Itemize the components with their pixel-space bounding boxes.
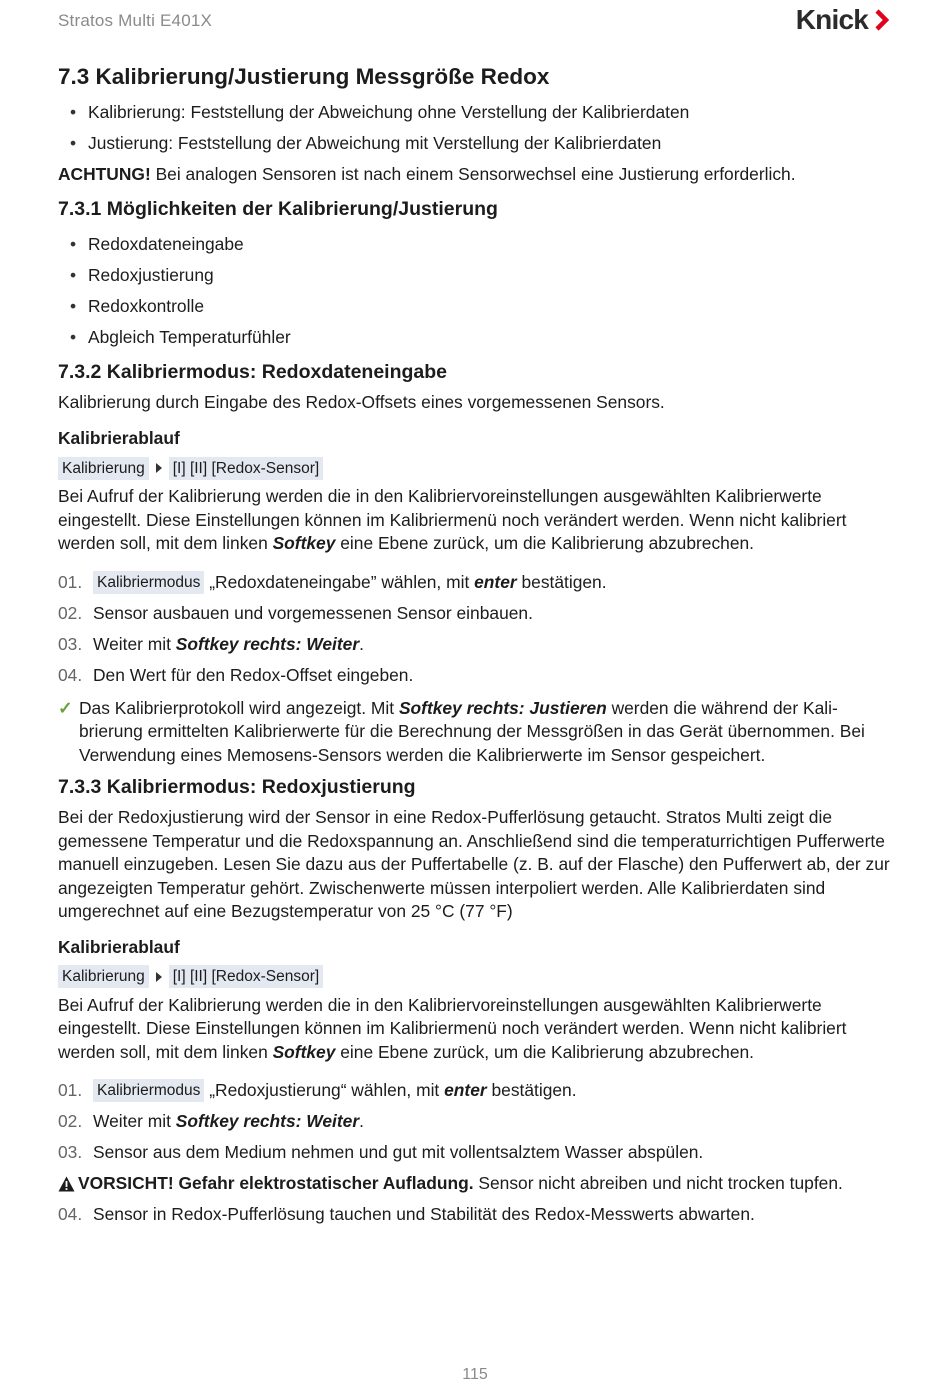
step-text: Weiter mit <box>93 1111 176 1131</box>
step-number: 03. <box>58 1142 83 1162</box>
list-item <box>58 259 890 290</box>
softkey-term: Softkey rechts: Justieren <box>398 697 607 718</box>
step-text: Weiter mit <box>93 633 176 654</box>
result-text <box>79 697 890 768</box>
menu-path-menu: Kalibrierung <box>58 965 149 988</box>
list-item <box>58 321 890 352</box>
menu-path-target: [I] [II] [Redox-Sensor] <box>169 457 323 480</box>
list-item-text: Abgleich Temperaturfühler <box>88 326 291 347</box>
section-title-7-3: 7.3 Kalibrierung/Justierung Messgröße Redox <box>58 64 550 89</box>
page-number: 115 <box>462 1366 488 1383</box>
section-heading-7-3-2 <box>58 358 890 391</box>
step-number: 02. <box>58 602 83 623</box>
step-number: 04. <box>58 664 83 685</box>
attention-label: ACHTUNG! <box>58 163 151 184</box>
step-text: . <box>359 633 364 654</box>
section-intro: Kalibrierung durch Eingabe des Redox-Offsets eines vorgemessenen Sensors. <box>58 392 665 412</box>
result-text-part: Das Kalibrierprotokoll wird angezeigt. Mit <box>79 697 399 718</box>
section-title-7-3-1: 7.3.1 Möglichkeiten der Kalibrierung/Justierung <box>58 198 498 220</box>
procedure-description <box>58 994 890 1065</box>
caution-label: VORSICHT! Gefahr elektrostatischer Aufladung. <box>78 1173 474 1193</box>
bullet-icon: • <box>70 132 77 153</box>
step-number: 03. <box>58 633 83 654</box>
list-item <box>58 228 890 259</box>
desc-text: eine Ebene zurück, um die Kalibrierung abzubrechen. <box>335 1041 755 1062</box>
procedure-step <box>58 1106 890 1137</box>
result-note <box>58 697 890 768</box>
procedure-description <box>58 485 890 556</box>
knick-logo <box>796 4 890 36</box>
list-item-text: Redoxkontrolle <box>88 295 205 316</box>
section-title-7-3-2: 7.3.2 Kalibriermodus: Redoxdateneingabe <box>58 361 448 383</box>
step-number: 02. <box>58 1111 83 1131</box>
step-emphasis: enter <box>474 571 517 592</box>
bullet-icon: • <box>70 295 77 316</box>
section-heading-7-3-1 <box>58 195 890 228</box>
arrow-right-icon <box>155 971 163 983</box>
section-heading-7-3-3 <box>58 773 890 806</box>
section-title-7-3-3: 7.3.3 Kalibriermodus: Redoxjustierung <box>58 776 416 798</box>
bullet-icon: • <box>70 326 77 347</box>
step-emphasis: enter <box>444 1080 487 1100</box>
list-item-text: Redoxdateneingabe <box>88 233 244 254</box>
list-item-text: Kalibrierung: Feststellung der Abweichung ohne Verstellung der Kalibrierdaten <box>88 101 690 122</box>
logo-chevron-icon <box>874 8 890 32</box>
step-text: bestätigen. <box>486 1080 577 1100</box>
procedure-step <box>58 1199 890 1230</box>
procedure-step <box>58 660 890 691</box>
step-text: Sensor in Redox-Pufferlösung tauchen und Stabilität des Redox-Messwerts abwarten. <box>93 1204 755 1224</box>
procedure-heading: Kalibrierablauf <box>58 428 180 448</box>
list-item <box>58 127 890 158</box>
attention-text: Bei analogen Sensoren ist nach einem Sensorwechsel eine Justierung erforderlich. <box>150 163 796 184</box>
step-emphasis: Softkey rechts: Weiter <box>175 633 360 654</box>
softkey-term: Softkey <box>272 1041 336 1062</box>
procedure-step <box>58 1075 890 1106</box>
step-text: Sensor ausbauen und vorgemessenen Sensor einbauen. <box>93 602 533 623</box>
step-text: „Redoxjustierung“ wählen, mit <box>204 1080 445 1100</box>
step-tag: Kalibriermodus <box>93 1079 204 1102</box>
step-number: 04. <box>58 1204 83 1224</box>
procedure-step <box>58 598 890 629</box>
step-text: . <box>359 1111 364 1131</box>
procedure-step <box>58 629 890 660</box>
bullet-icon: • <box>70 233 77 254</box>
step-text: Sensor aus dem Medium nehmen und gut mit vollentsalztem Wasser abspülen. <box>93 1142 704 1162</box>
bullet-icon: • <box>70 264 77 285</box>
page-header <box>0 0 950 40</box>
desc-text: eine Ebene zurück, um die Kalibrierung abzubrechen. <box>335 533 755 553</box>
device-model: Stratos Multi E401X <box>58 11 213 30</box>
list-item <box>58 290 890 321</box>
step-number: 01. <box>58 571 83 592</box>
caution-note <box>58 1168 890 1199</box>
arrow-right-icon <box>155 462 163 474</box>
procedure-step <box>58 1137 890 1168</box>
section-intro: Bei der Redoxjustierung wird der Sensor in eine Redox-Pufferlösung getaucht. Stratos Multi zeigt die gemessene Temperatur und die Redoxspannung an. Anschließend sind die temperaturrichtigen Pufferwerte manuell einzugeben. Lesen Sie dazu aus der Puffertabelle (z. B. auf der Flasche) den Pufferwert ab, der zur angezeigten Temperatur gehört. Zwischenwerte müssen interpoliert werden. Alle Kalibrierdaten sind umgerechnet auf eine Bezugstemperatur von 25 °C (77 °F) <box>58 807 890 921</box>
step-emphasis: Softkey rechts: Weiter <box>175 1111 360 1131</box>
checkmark-icon: ✓ <box>58 697 73 718</box>
procedure-heading: Kalibrierablauf <box>58 936 180 957</box>
page-content <box>58 58 890 1230</box>
step-text: bestätigen. <box>516 571 607 592</box>
result-text-part: werden die während der Kalibrierung ermittelten Kalibrierwerte für die Berechnung der Messgrößen in das Gerät übernommen. Bei Verwendung eines Memosens-Sensors werden die Kalibrierwerte im Sensor gespeichert. <box>79 697 865 765</box>
step-text: Den Wert für den Redox-Offset eingeben. <box>93 664 414 685</box>
menu-path <box>58 453 890 483</box>
desc-text: Bei Aufruf der Kalibrierung werden die in den Kalibriervoreinstellungen ausgewählten Kalibrierwerte eingestellt. Diese Einstellungen können im Kalibriermenü noch verändert werden. Wenn nicht kalibriert werden soll, mit dem linken <box>58 486 847 553</box>
warning-triangle-icon <box>58 1176 75 1192</box>
menu-path-target: [I] [II] [Redox-Sensor] <box>169 965 323 988</box>
list-item <box>58 96 890 127</box>
softkey-term: Softkey <box>272 533 336 553</box>
step-tag: Kalibriermodus <box>93 571 204 594</box>
step-number: 01. <box>58 1080 83 1100</box>
desc-text: Bei Aufruf der Kalibrierung werden die in den Kalibriervoreinstellungen ausgewählten Kalibrierwerte eingestellt. Diese Einstellungen können im Kalibriermenü noch verändert werden. Wenn nicht kalibriert werden soll, mit dem linken <box>58 994 847 1062</box>
list-item-text: Redoxjustierung <box>88 264 214 285</box>
list-item-text: Justierung: Feststellung der Abweichung mit Verstellung der Kalibrierdaten <box>88 132 662 153</box>
caution-text: Sensor nicht abreiben und nicht trocken tupfen. <box>473 1173 843 1193</box>
procedure-step <box>58 567 890 598</box>
bullet-icon: • <box>70 101 77 122</box>
menu-path <box>58 962 890 992</box>
step-text: „Redoxdateneingabe” wählen, mit <box>204 571 475 592</box>
attention-note <box>58 158 890 189</box>
menu-path-menu: Kalibrierung <box>58 457 149 480</box>
logo-text: Knick <box>795 4 868 35</box>
